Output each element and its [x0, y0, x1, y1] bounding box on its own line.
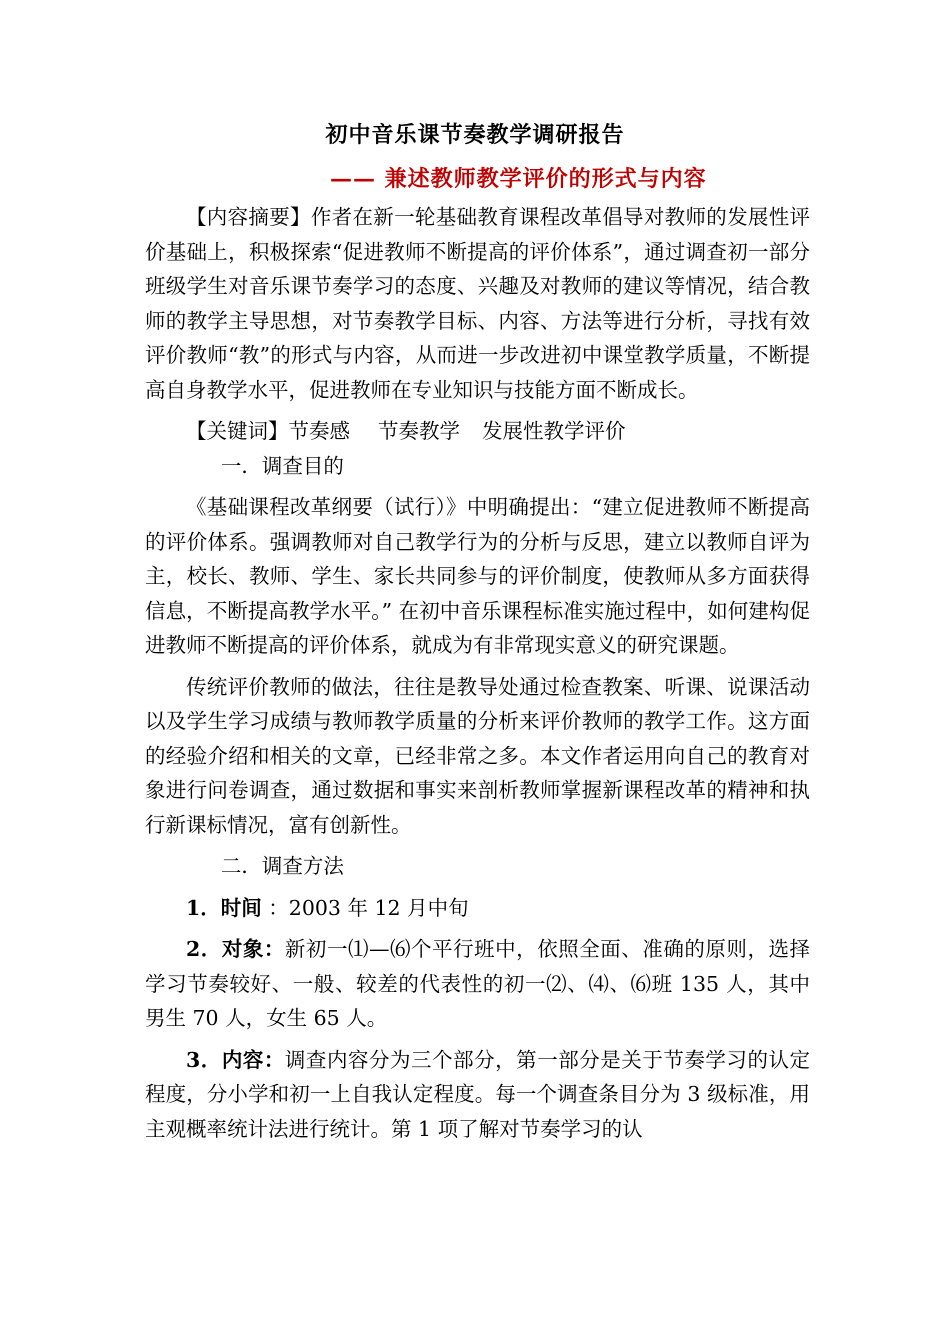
- method-item-subjects: [145, 932, 810, 1036]
- keywords-paragraph: [145, 414, 810, 449]
- section-1-paragraph-2: 传统评价教师的做法，往往是教导处通过检查教案、听课、说课活动以及学生学习成绩与教师教学质量的分析来评价教师的教学工作。这方面的经验介绍和相关的文章，已经非常之多。本文作者运用向自己的教育对象进行问卷调查，通过数据和事实来剖析教师掌握新课程改革的精神和执行新课标情况，富有创新性。: [145, 674, 810, 837]
- keyword-2: 节奏教学: [378, 419, 460, 443]
- section-1-paragraph-1: 《基础课程改革纲要（试行）》中明确提出：“建立促进教师不断提高的评价体系。强调教师对自己教学行为的分析与反思，建立以教师自评为主，校长、教师、学生、家长共同参与的评价制度，使教师从多方面获得信息，不断提高教学水平。” 在初中音乐课程标准实施过程中，如何建构促进教师不断提高的评价体系，就成为有非常现实意义的研究课题。: [145, 495, 810, 657]
- method-item-time: 1．时间 ：2003 年 12 月中旬: [186, 895, 469, 920]
- method-item-text: 2003 年 12 月中旬: [288, 895, 469, 920]
- abstract-text: 作者在新一轮基础教育课程改革倡导对教师的发展性评价基础上，积极探索“促进教师不断提高的评价体系”，通过调查初一部分班级学生对音乐课节奏学习的态度、兴趣及对教师的建议等情况，结合教师的教学主导思想，对节奏教学目标、内容、方法等进行分析，寻找有效评价教师“教”的形式与内容，从而进一步改进初中课堂教学质量，不断提高自身教学水平，促进教师在专业知识与技能方面不断成长。: [145, 205, 811, 402]
- method-item-label: 3．内容：: [186, 1047, 285, 1072]
- page-title: 初中音乐课节奏教学调研报告: [325, 122, 625, 148]
- method-item-content: [145, 1043, 810, 1147]
- method-item-label: 1．时间: [186, 895, 262, 920]
- abstract-label: 【内容摘要】: [186, 205, 311, 229]
- abstract-paragraph: [145, 200, 810, 407]
- section-2-heading: 二．调查方法: [220, 854, 344, 878]
- method-item-text: 调查内容分为三个部分，第一部分是关于节奏学习的认定程度，分小学和初一上自我认定程度。每一个调查条目分为 3 级标准，用主观概率统计法进行统计。第 1 项了解对节奏学习的认: [145, 1047, 810, 1141]
- method-item-text: 新初一⑴—⑹个平行班中，依照全面、准确的原则，选择学习节奏较好、一般、较差的代表性的初一⑵、⑷、⑹班 135 人，其中男生 70 人，女生 65 人。: [145, 937, 810, 1030]
- keyword-3: 发展性教学评价: [482, 419, 626, 443]
- keyword-1: 节奏感: [288, 419, 350, 443]
- method-item-label: 2．对象：: [186, 937, 285, 961]
- page-subtitle: —— 兼述教师教学评价的形式与内容: [330, 166, 707, 192]
- section-1-heading: 一．调查目的: [220, 453, 344, 478]
- document-body: [145, 200, 810, 1146]
- keywords-label: 【关键词】: [186, 419, 289, 443]
